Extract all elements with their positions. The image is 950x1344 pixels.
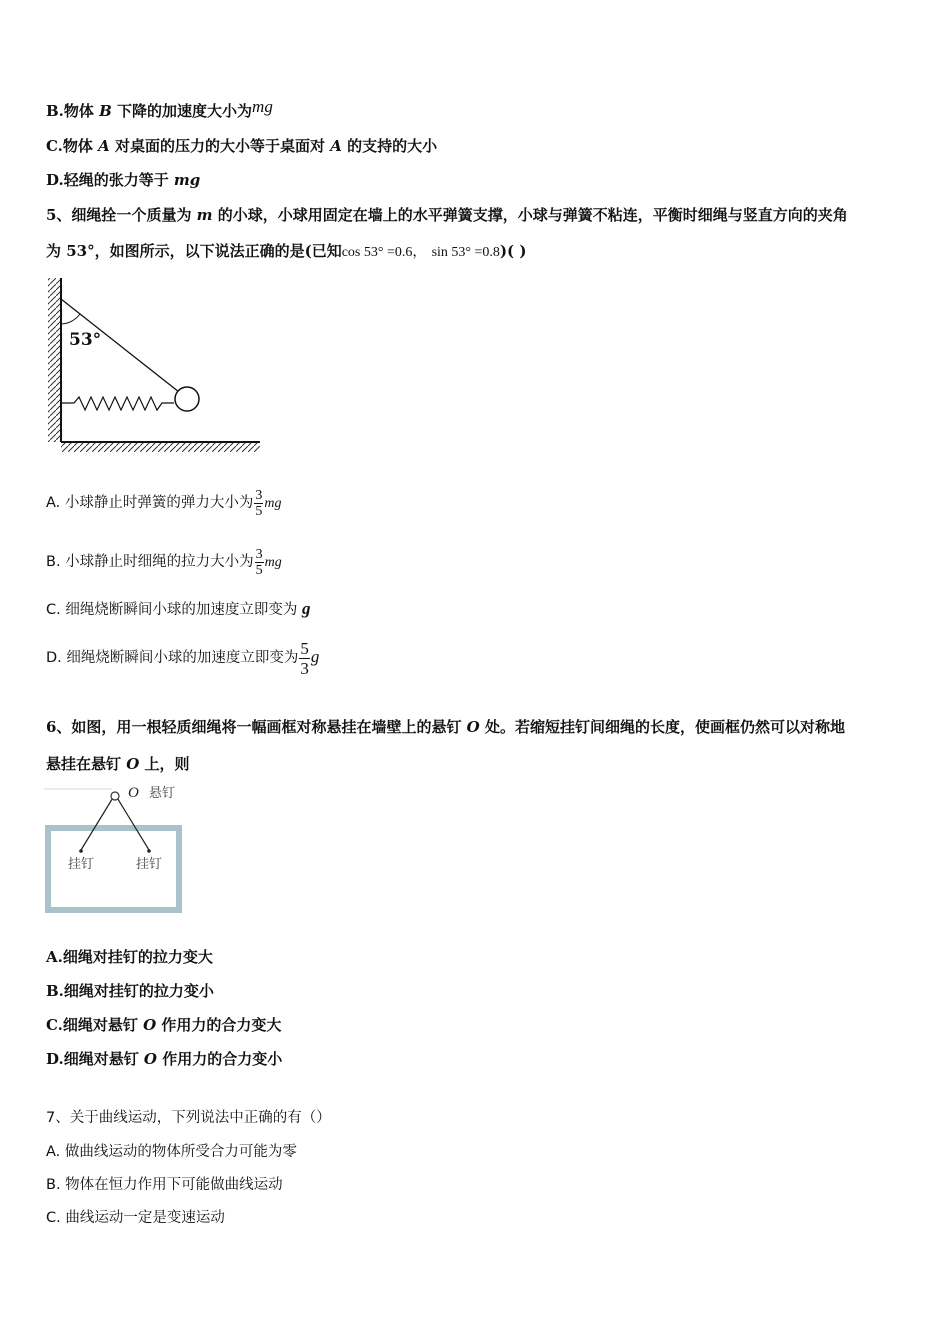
q6-stem-line2: 悬挂在悬钉 O 上，则 [46, 755, 190, 773]
q4-option-c: C.物体 A 对桌面的压力的大小等于桌面对 A 的支持的大小 [46, 137, 438, 155]
pendulum-spring-figure [44, 272, 268, 456]
floor-hatch [61, 442, 260, 452]
peg-right-label: 挂钉 [136, 857, 163, 872]
nail-label: 悬钉 [149, 786, 176, 801]
q7-stem: 7、关于曲线运动，下列说法中正确的有（） [46, 1110, 331, 1126]
ball [175, 387, 199, 411]
o-label: O [128, 785, 139, 801]
q6-option-a: A.细绳对挂钉的拉力变大 [46, 948, 213, 966]
q6-stem-line1: 6、如图，用一根轻质细绳将一幅画框对称悬挂在墙壁上的悬钉 O 处。若缩短挂钉间细绳的长度，使画框仍然可以对称地 [46, 718, 845, 736]
rope-left [81, 796, 114, 850]
q5-option-a: A. 小球静止时弹簧的弹力大小为 $\frac{3}{5}$ mg [46, 487, 282, 519]
picture-frame-figure [44, 780, 194, 916]
q7-option-a: A. 做曲线运动的物体所受合力可能为零 [46, 1144, 297, 1160]
angle-label: 53° [69, 330, 102, 350]
q5-stem-line1: 5、细绳拴一个质量为 m 的小球，小球用固定在墙上的水平弹簧支撑，小球与弹簧不粘连，平衡时细绳与竖直方向的夹角 [46, 206, 848, 224]
peg-left-label: 挂钉 [68, 857, 95, 872]
spring [61, 397, 174, 410]
rope-right [116, 796, 149, 850]
q5-option-b: B. 小球静止时细绳的拉力大小为 $\frac{3}{5}$ mg [46, 546, 282, 578]
q6-option-b: B.细绳对挂钉的拉力变小 [46, 982, 214, 1000]
q5-option-c: C. 细绳烧断瞬间小球的加速度立即变为 g [46, 599, 311, 618]
q4-option-b: B.物体 B 下降的加速度大小为mg [46, 97, 273, 120]
peg-left [79, 849, 83, 853]
q6-option-d: D.细绳对悬钉 O 作用力的合力变小 [46, 1050, 283, 1068]
q5-option-d: D. 细绳烧断瞬间小球的加速度立即变为 $\frac{5}{3}$ g [46, 638, 320, 678]
q7-option-c: C. 曲线运动一定是变速运动 [46, 1210, 225, 1226]
wall-hatch [48, 278, 60, 442]
peg-right [147, 849, 151, 853]
q5-stem-line2: 为 53°，如图所示，以下说法正确的是(已知cos 53° =0.6， sin 53° =0.8)( ) [46, 242, 527, 260]
q6-option-c: C.细绳对悬钉 O 作用力的合力变大 [46, 1016, 282, 1034]
hanging-nail-o [111, 792, 119, 800]
q4-option-d: D.轻绳的张力等于 mg [46, 171, 201, 189]
q7-option-b: B. 物体在恒力作用下可能做曲线运动 [46, 1177, 283, 1193]
angle-arc [61, 314, 80, 324]
